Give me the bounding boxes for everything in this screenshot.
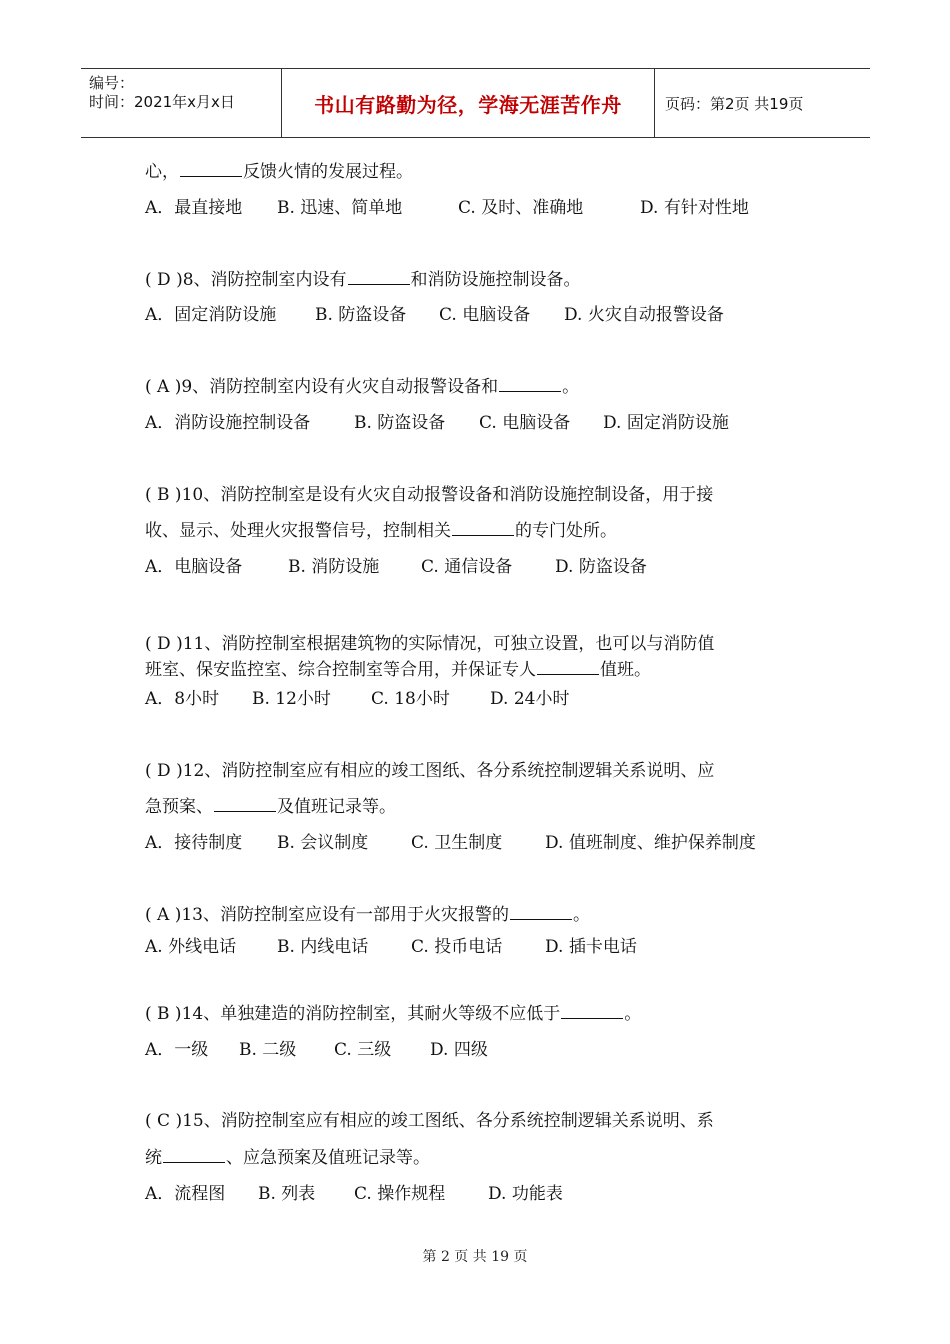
question-text: 反馈火情的发展过程。 bbox=[243, 162, 413, 182]
question-text: 。 bbox=[624, 1004, 642, 1024]
question-15-cont bbox=[145, 1147, 430, 1169]
answer-blank bbox=[163, 1148, 225, 1163]
question-8 bbox=[145, 269, 581, 291]
option-c: C. 卫生制度 bbox=[411, 833, 503, 853]
question-text: 的专门处所。 bbox=[515, 521, 617, 541]
answer-blank bbox=[499, 377, 561, 392]
option-a: A．8小时 bbox=[145, 689, 220, 709]
option-a: A．一级 bbox=[145, 1040, 209, 1060]
option-d: D. 功能表 bbox=[488, 1184, 563, 1204]
option-d: D. 插卡电话 bbox=[545, 937, 637, 957]
option-d: D. 固定消防设施 bbox=[603, 413, 729, 433]
answer-blank bbox=[510, 905, 572, 920]
option-b: B. 12小时 bbox=[252, 689, 331, 709]
answer-blank bbox=[180, 162, 242, 177]
header-meta bbox=[81, 69, 281, 137]
answer-blank bbox=[561, 1004, 623, 1019]
question-11: ( D )11、消防控制室根据建筑物的实际情况，可独立设置，也可以与消防值 bbox=[145, 634, 715, 654]
option-b: B. 防盗设备 bbox=[354, 413, 446, 433]
option-c: C. 投币电话 bbox=[411, 937, 503, 957]
answer-blank bbox=[452, 521, 514, 536]
option-a: A．接待制度 bbox=[145, 833, 243, 853]
option-a: A. 外线电话 bbox=[145, 937, 237, 957]
option-b: B. 消防设施 bbox=[288, 557, 380, 577]
option-b: B. 内线电话 bbox=[277, 937, 369, 957]
page-header bbox=[81, 68, 870, 138]
header-page-info: 页码：第2页 共19页 bbox=[665, 94, 804, 113]
option-a: A．流程图 bbox=[145, 1184, 226, 1204]
option-c: C. 18小时 bbox=[371, 689, 450, 709]
question-10-cont bbox=[145, 520, 617, 542]
question-text: 。 bbox=[562, 377, 580, 397]
question-text: ( A )13、消防控制室应设有一部用于火灾报警的 bbox=[145, 905, 509, 925]
option-c: C. 操作规程 bbox=[354, 1184, 446, 1204]
question-text: 班室、保安监控室、综合控制室等合用，并保证专人 bbox=[145, 660, 536, 680]
question-text: 。 bbox=[572, 905, 590, 925]
option-d: D. 火灾自动报警设备 bbox=[564, 305, 724, 325]
question-text: 及值班记录等。 bbox=[277, 797, 396, 817]
question-text: 值班。 bbox=[600, 660, 651, 680]
question-continuation bbox=[145, 161, 413, 183]
option-b: B. 列表 bbox=[258, 1184, 316, 1204]
option-c: C. 电脑设备 bbox=[479, 413, 571, 433]
header-date-label: 时间：2021年x月x日 bbox=[89, 93, 235, 111]
question-13 bbox=[145, 904, 590, 926]
option-b: B. 会议制度 bbox=[277, 833, 369, 853]
question-text: 心， bbox=[145, 162, 179, 182]
option-a: A．电脑设备 bbox=[145, 557, 243, 577]
question-15: ( C )15、消防控制室应有相应的竣工图纸、各分系统控制逻辑关系说明、系 bbox=[145, 1111, 714, 1131]
option-b: B. 迅速、简单地 bbox=[277, 198, 403, 218]
question-14 bbox=[145, 1003, 641, 1025]
option-d: D. 有针对性地 bbox=[640, 198, 749, 218]
option-d: D. 24小时 bbox=[490, 689, 570, 709]
option-d: D. 四级 bbox=[430, 1040, 488, 1060]
question-text: 收、显示、处理火灾报警信号，控制相关 bbox=[145, 521, 451, 541]
header-divider bbox=[654, 69, 655, 137]
option-b: B. 二级 bbox=[239, 1040, 297, 1060]
option-a: A．消防设施控制设备 bbox=[145, 413, 311, 433]
answer-blank bbox=[214, 797, 276, 812]
option-b: B. 防盗设备 bbox=[315, 305, 407, 325]
option-c: C. 三级 bbox=[334, 1040, 392, 1060]
question-11-cont bbox=[145, 659, 651, 681]
question-9 bbox=[145, 376, 579, 398]
question-text: 、应急预案及值班记录等。 bbox=[226, 1148, 430, 1168]
option-c: C. 及时、准确地 bbox=[458, 198, 584, 218]
question-text: 和消防设施控制设备。 bbox=[410, 270, 581, 290]
page-footer: 第 2 页 共 19 页 bbox=[422, 1249, 528, 1265]
option-a: A．固定消防设施 bbox=[145, 305, 277, 325]
option-d: D. 值班制度、维护保养制度 bbox=[545, 833, 756, 853]
question-12: ( D )12、消防控制室应有相应的竣工图纸、各分系统控制逻辑关系说明、应 bbox=[145, 761, 715, 781]
header-motto: 书山有路勤为径，学海无涯苦作舟 bbox=[314, 92, 622, 117]
question-12-cont bbox=[145, 796, 396, 818]
option-d: D. 防盗设备 bbox=[555, 557, 647, 577]
question-10: ( B )10、消防控制室是设有火灾自动报警设备和消防设施控制设备，用于接 bbox=[145, 485, 714, 505]
question-text: ( A )9、消防控制室内设有火灾自动报警设备和 bbox=[145, 377, 499, 397]
answer-blank bbox=[537, 660, 599, 675]
header-number-label: 编号： bbox=[89, 74, 135, 92]
option-a: A．最直接地 bbox=[145, 198, 243, 218]
question-text: ( B )14、单独建造的消防控制室，其耐火等级不应低于 bbox=[145, 1004, 561, 1024]
question-text: 急预案、 bbox=[145, 797, 213, 817]
question-text: 统 bbox=[145, 1148, 162, 1168]
option-c: C. 电脑设备 bbox=[439, 305, 531, 325]
option-c: C. 通信设备 bbox=[421, 557, 513, 577]
question-text: ( D )8、消防控制室内设有 bbox=[145, 270, 347, 290]
answer-blank bbox=[348, 270, 410, 285]
